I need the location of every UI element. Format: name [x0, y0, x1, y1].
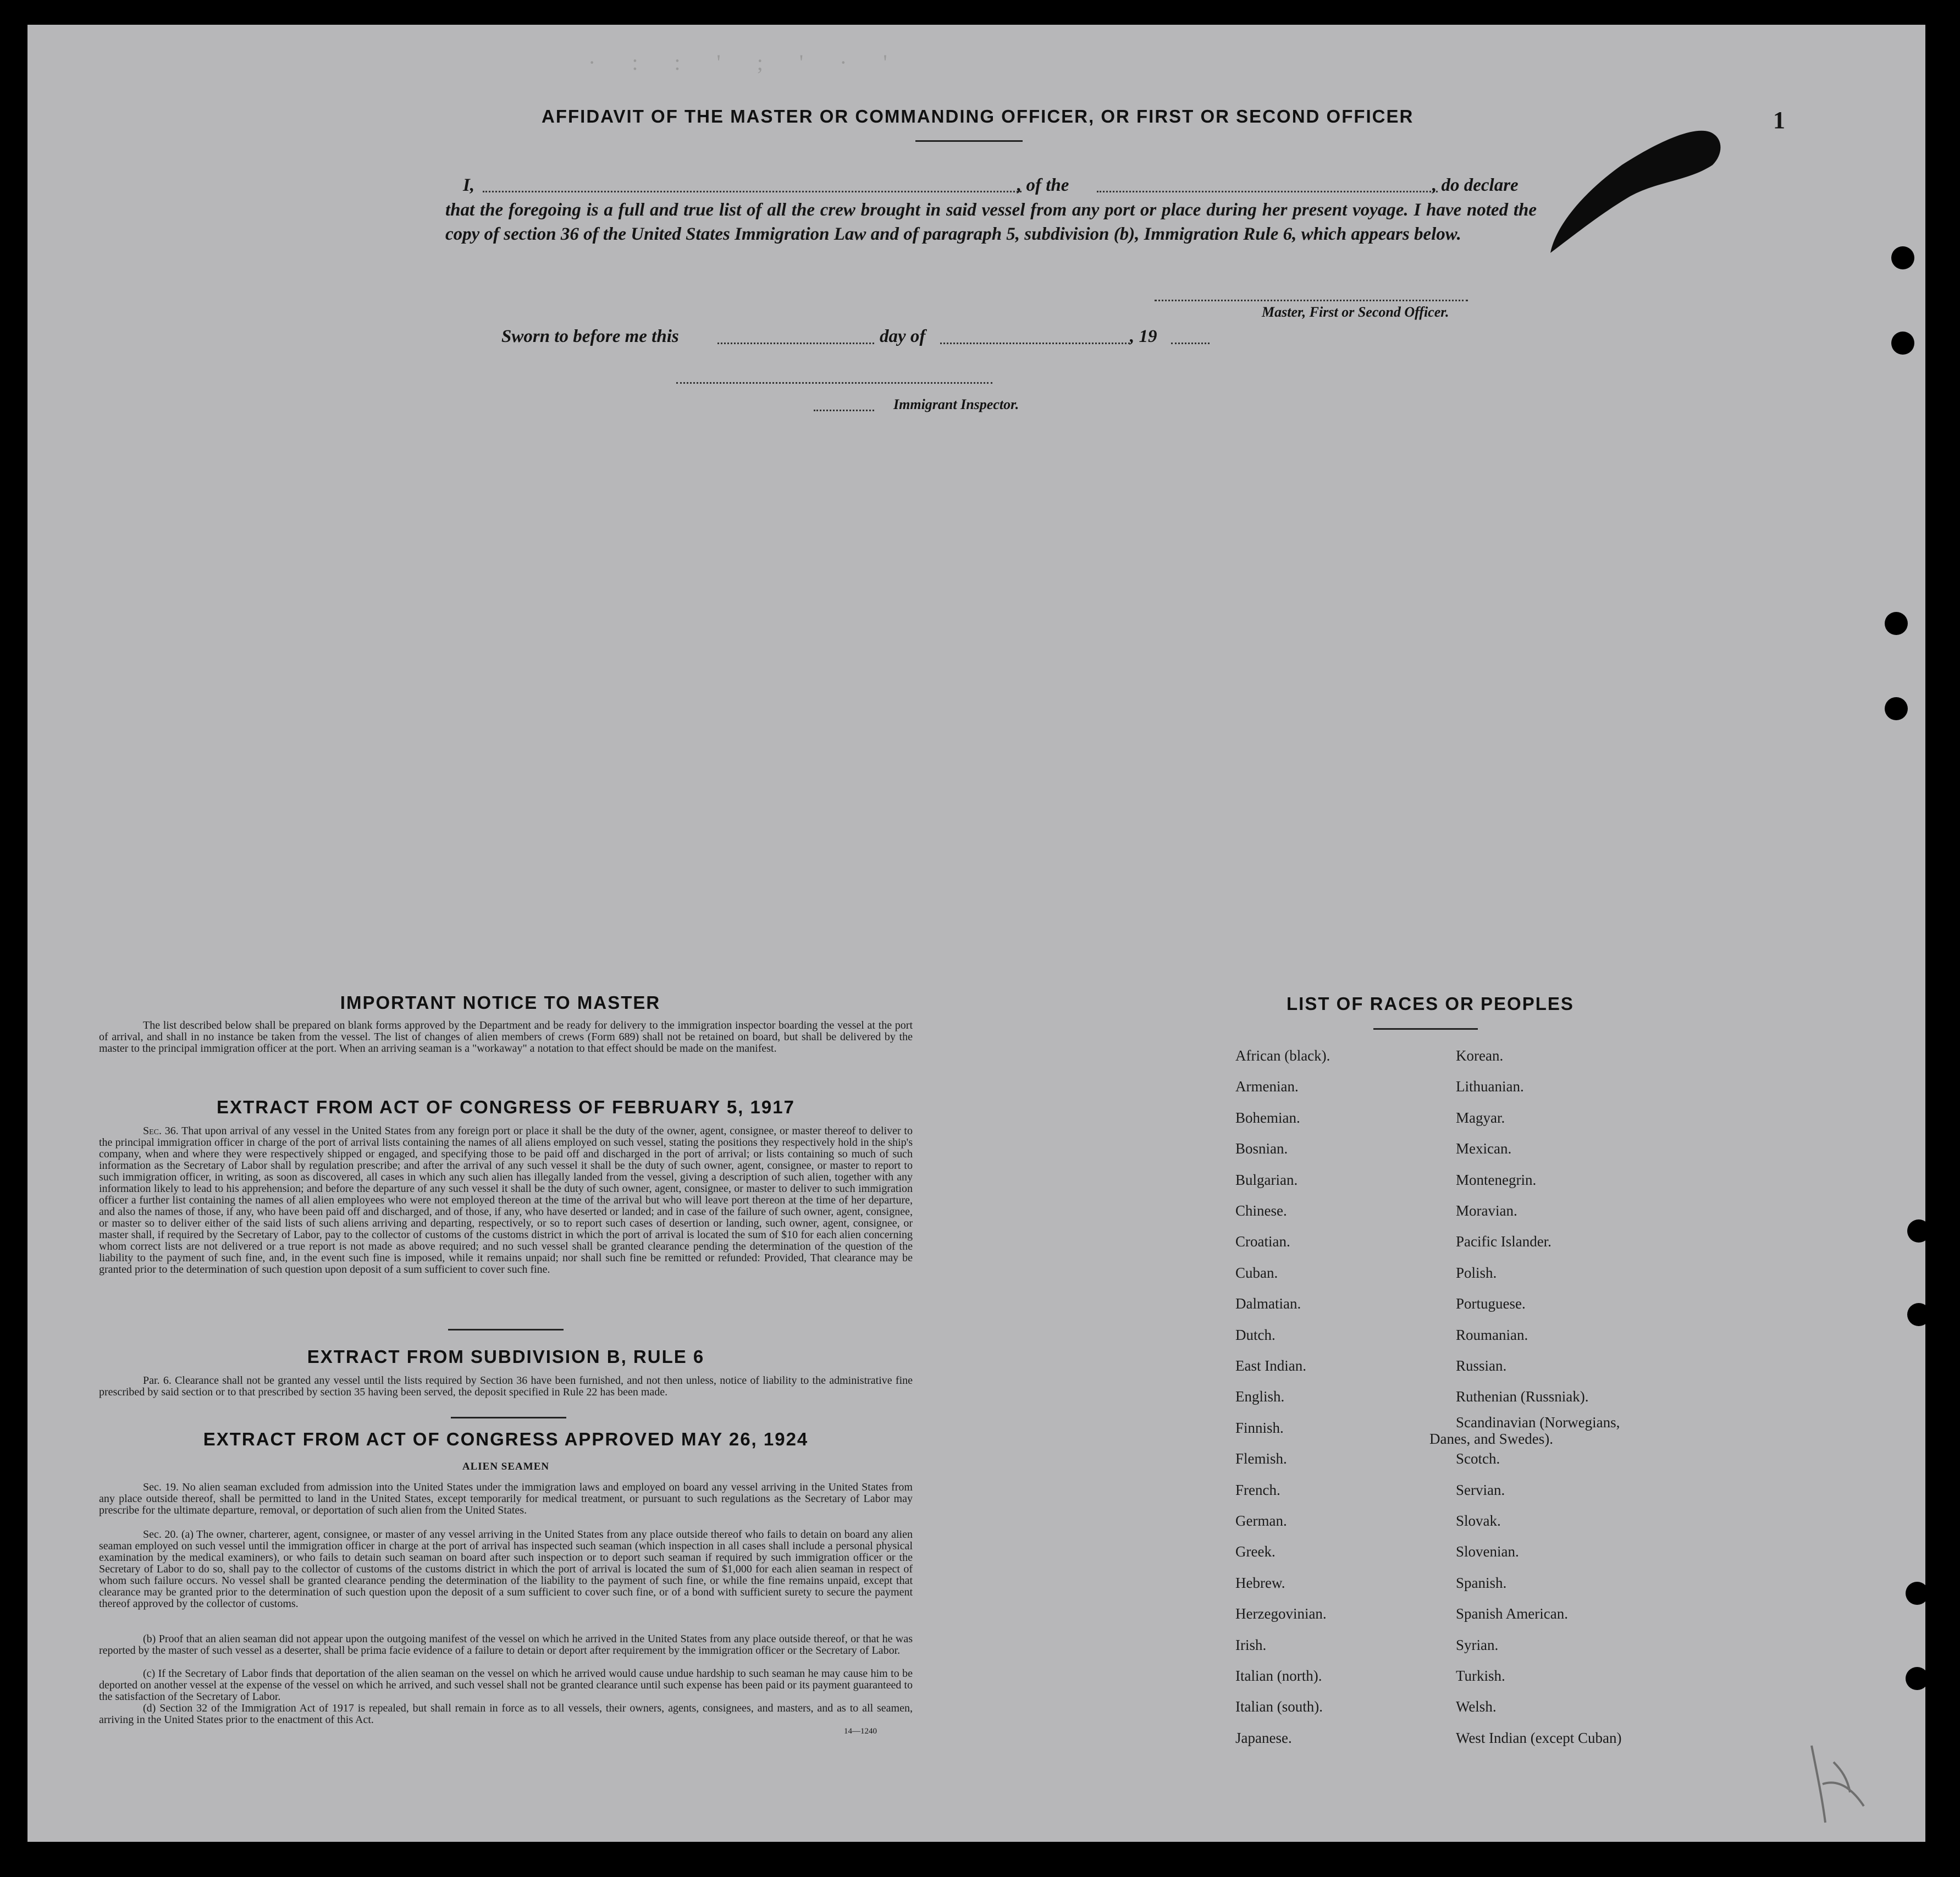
binder-hole [1885, 612, 1908, 635]
extract-1924-sec20a: Sec. 20. (a) The owner, charterer, agent, consignee, or master of any vessel arriving in the United States from any place outside thereof who fails to detain on board any alien seaman employed on such vessel until the immigration officer in charge at the port of arrival has inspected such seaman (which inspection in all cases shall include a personal physical examination by the medical examiners), or who fails to detain such seaman on board after such inspection or to deport such seaman if required by such immigration officer or the Secretary of Labor to do so, shall pay to the collector of customs of the customs district in which the port of arrival is located the sum of $1,000 for each alien seaman in respect of whom such failure occurs. No vessel shall be granted clearance pending the determination of the liability to the payment of such fine, or while the fine remains unpaid, except that clearance may be granted prior to the determination of such question upon the deposit of a sum sufficient to cover such fine, or of a bond with sufficient surety to secure the payment thereof approved by the collector of customs. [99, 1528, 913, 1610]
race-item: Dutch. [1235, 1326, 1276, 1343]
name-blank [483, 191, 1022, 192]
race-item: Dalmatian. [1235, 1295, 1301, 1312]
extract-rule6-text: Par. 6. Clearance shall not be granted any vessel until the lists required by Section 36 have been furnished, and not then unless, notice of liability to the administrative fine prescribed by said section or to that prescribed by section 35 having been served, the deposit specified in Rule 22 has been made. [99, 1374, 913, 1398]
race-item: Moravian. [1456, 1202, 1517, 1219]
divider-1 [448, 1329, 564, 1331]
races-title-underline [1373, 1028, 1478, 1030]
extract-1924-title: EXTRACT FROM ACT OF CONGRESS APPROVED MAY 26, 1924 [203, 1429, 809, 1449]
extract-1917-text [99, 1125, 913, 1276]
extract-1924-subtitle: ALIEN SEAMEN [462, 1461, 550, 1472]
race-item: German. [1235, 1512, 1287, 1529]
race-item: Flemish. [1235, 1450, 1287, 1467]
race-item: Croatian. [1235, 1233, 1290, 1250]
binder-hole [1907, 1219, 1930, 1243]
sworn-day-blank [717, 343, 874, 344]
binder-hole [1891, 246, 1914, 269]
race-item: Finnish. [1235, 1419, 1284, 1436]
race-item: Polish. [1456, 1264, 1497, 1281]
race-item: English. [1235, 1388, 1285, 1405]
race-item: Welsh. [1456, 1698, 1497, 1715]
race-item: Bosnian. [1235, 1140, 1288, 1157]
declare-do-declare: , do declare [1432, 175, 1519, 195]
race-item: Korean. [1456, 1047, 1504, 1064]
binder-hole [1906, 1582, 1929, 1605]
notice-title: IMPORTANT NOTICE TO MASTER [340, 992, 661, 1013]
bleed-through-mark: · : : ' ; ' · ' [588, 50, 903, 75]
race-item: Spanish American. [1456, 1605, 1568, 1622]
sworn-month-blank [940, 343, 1130, 344]
master-label: Master, First or Second Officer. [1262, 304, 1449, 320]
race-item: Slovenian. [1456, 1543, 1519, 1560]
race-item: Scandinavian (Norwegians, [1456, 1414, 1620, 1431]
race-item: Hebrew. [1235, 1574, 1285, 1591]
race-item: Roumanian. [1456, 1326, 1528, 1343]
race-item: Syrian. [1456, 1636, 1499, 1653]
races-title: LIST OF RACES OR PEOPLES [1287, 993, 1574, 1014]
race-item: Bohemian. [1235, 1109, 1300, 1126]
document-page [27, 25, 1925, 1842]
race-item: Bulgarian. [1235, 1171, 1298, 1188]
extract-1924-sec20d: (d) Section 32 of the Immigration Act of 1917 is repealed, but shall remain in force as to all vessels, their owners, agents, consignees, and masters, and as to all seamen, arriving in the United States prior to the enactment of this Act. [99, 1702, 913, 1726]
declare-of-the: , of the [1017, 175, 1069, 195]
race-item: Mexican. [1456, 1140, 1512, 1157]
pencil-scratch-mark [1801, 1740, 1872, 1828]
extract-1917-body: That upon arrival of any vessel in the United States from any foreign port or place it shall be the duty of the owner, agent, consignee, or master thereof to deliver to the principal immigration officer in charge of the port of arrival lists containing the names of all aliens employed on such vessel, stating the positions they respectively hold in the ship's company, when and where they were respectively shipped or engaged, and specifying those to be paid off and discharged in the port of arrival; or lists containing so much of such information as the Secretary of Labor shall by regulation prescribe; and after the arrival of any such vessel it shall be the duty of such owner, agent, consignee, or master to report to such immigration officer, in writing, as soon as discovered, all cases in which any such alien has illegally landed from the vessel, giving a description of such alien, together with any information likely to lead to his apprehension; and before the departure of any such vessel it shall be the duty of such owner, agent, consignee, or master to deliver to such immigration officer a further list containing the names of all alien employees who were not employed thereon at the time of the arrival but who will leave port thereon at the time of her departure, and also the names of those, if any, who have been paid off and discharged, and of those, if any, who have deserted or landed; and in case of the failure of such owner, agent, consignee, or master so to deliver either of the said lists of such aliens arriving and departing, respectively, or so to report such cases of desertion or landing, such owner, agent, consignee, or master shall, if required by the Secretary of Labor, pay to the collector of customs of the customs district in which the port of arrival is located the sum of $10 for each alien concerning whom correct lists are not delivered or a true report is not made as above required; and no such vessel shall be granted clearance pending the determination of the question of the liability to the payment of such fine, and, in the event such fine is imposed, while it remains unpaid; nor shall such fine be remitted or refunded: Provided, That clearance may be granted prior to the determination of such question upon deposit of a sum sufficient to cover such fine. [99, 1125, 913, 1276]
form-number: 14—1240 [844, 1727, 877, 1736]
race-item: Pacific Islander. [1456, 1233, 1552, 1250]
inspector-signature-line [676, 382, 992, 384]
race-item: Herzegovinian. [1235, 1605, 1327, 1622]
extract-1924-sec20c: (c) If the Secretary of Labor finds that deportation of the alien seaman on the vessel on which he arrived would cause undue hardship to such seaman he may cause him to be deported on another vessel at the expense of the vessel on which he arrived, and such vessel shall not be granted clearance until such expense has been paid or its payment guaranteed to the satisfaction of the Secretary of Labor. [99, 1668, 913, 1703]
page-number: 1 [1773, 107, 1785, 134]
inspector-short-line [814, 410, 874, 411]
race-item: Montenegrin. [1456, 1171, 1537, 1188]
race-item: Magyar. [1456, 1109, 1505, 1126]
master-signature-line [1155, 300, 1468, 301]
binder-hole [1891, 332, 1914, 355]
race-item: Lithuanian. [1456, 1078, 1524, 1095]
sworn-day-of: day of [880, 327, 926, 346]
race-item: Servian. [1456, 1481, 1505, 1498]
race-item: Irish. [1235, 1636, 1267, 1653]
race-item: West Indian (except Cuban) [1456, 1729, 1622, 1746]
sworn-year: , 19 [1130, 327, 1157, 346]
affidavit-body: that the foregoing is a full and true list of all the crew brought in said vessel from any port or place during her present voyage. I have noted the copy of section 36 of the United States Immigration Law and of paragraph 5, subdivision (b), Immigration Rule 6, which appears below. [445, 200, 1537, 244]
race-item: Greek. [1235, 1543, 1276, 1560]
position-blank [1097, 191, 1438, 192]
race-item: French. [1235, 1481, 1280, 1498]
race-item: African (black). [1235, 1047, 1330, 1064]
sworn-prefix: Sworn to before me this [501, 327, 679, 346]
extract-1924-sec20b: (b) Proof that an alien seaman did not appear upon the outgoing manifest of the vessel on which he arrived in the United States from any place outside thereof, or that he was reported by the master of such vessel as a deserter, shall be prima facie evidence of a failure to detain or deport after requirement by the immigration officer or the Secretary of Labor. [99, 1633, 913, 1657]
extract-1924-sec19: Sec. 19. No alien seaman excluded from admission into the United States under the immigration laws and employed on board any vessel arriving in the United States from any place outside thereof, shall be permitted to land in the United States, except temporarily for medical treatment, or pursuant to such regulations as the Secretary of Labor may prescribe for the ultimate departure, removal, or deportation of such alien from the United States. [99, 1481, 913, 1516]
race-item: Japanese. [1235, 1729, 1292, 1746]
race-item: Chinese. [1235, 1202, 1287, 1219]
race-scandinavian-continued: Danes, and Swedes). [1429, 1430, 1553, 1447]
race-item: Russian. [1456, 1357, 1507, 1374]
declare-i: I, [463, 175, 475, 195]
race-item: Cuban. [1235, 1264, 1278, 1281]
extract-rule6-title: EXTRACT FROM SUBDIVISION B, RULE 6 [307, 1346, 705, 1367]
race-item: Spanish. [1456, 1574, 1507, 1591]
race-item: Scotch. [1456, 1450, 1500, 1467]
race-item: East Indian. [1235, 1357, 1306, 1374]
title-underline [915, 140, 1023, 142]
inspector-label: Immigrant Inspector. [893, 396, 1019, 412]
race-item: Armenian. [1235, 1078, 1299, 1095]
sworn-year-blank [1171, 343, 1210, 344]
affidavit-title: AFFIDAVIT OF THE MASTER OR COMMANDING OFFICER, OR FIRST OR SECOND OFFICER [542, 106, 1414, 126]
divider-2 [451, 1417, 566, 1418]
extract-1917-title: EXTRACT FROM ACT OF CONGRESS OF FEBRUARY 5, 1917 [217, 1097, 795, 1117]
binder-hole [1907, 1303, 1930, 1326]
race-item: Ruthenian (Russniak). [1456, 1388, 1589, 1405]
race-item: Italian (south). [1235, 1698, 1323, 1715]
race-item: Turkish. [1456, 1668, 1505, 1684]
race-item: Italian (north). [1235, 1668, 1322, 1684]
notice-text: The list described below shall be prepared on blank forms approved by the Department and be ready for delivery to the immigration inspector boarding the vessel at the port of arrival, and shall in no instance be taken from the vessel. The list of changes of alien members of crews (Form 689) shall not be retained on board, but shall be delivered by the master to the principal immigration officer at the port. When an arriving seaman is a "workaway" a notation to that effect should be made on the manifest. [99, 1019, 913, 1055]
race-item: Slovak. [1456, 1512, 1501, 1529]
binder-hole [1906, 1667, 1929, 1690]
race-item: Portuguese. [1456, 1295, 1526, 1312]
binder-hole [1885, 697, 1908, 720]
ink-blot-mark [1534, 115, 1732, 258]
extract-1917-sec-label: Sec. 36. [143, 1125, 179, 1137]
